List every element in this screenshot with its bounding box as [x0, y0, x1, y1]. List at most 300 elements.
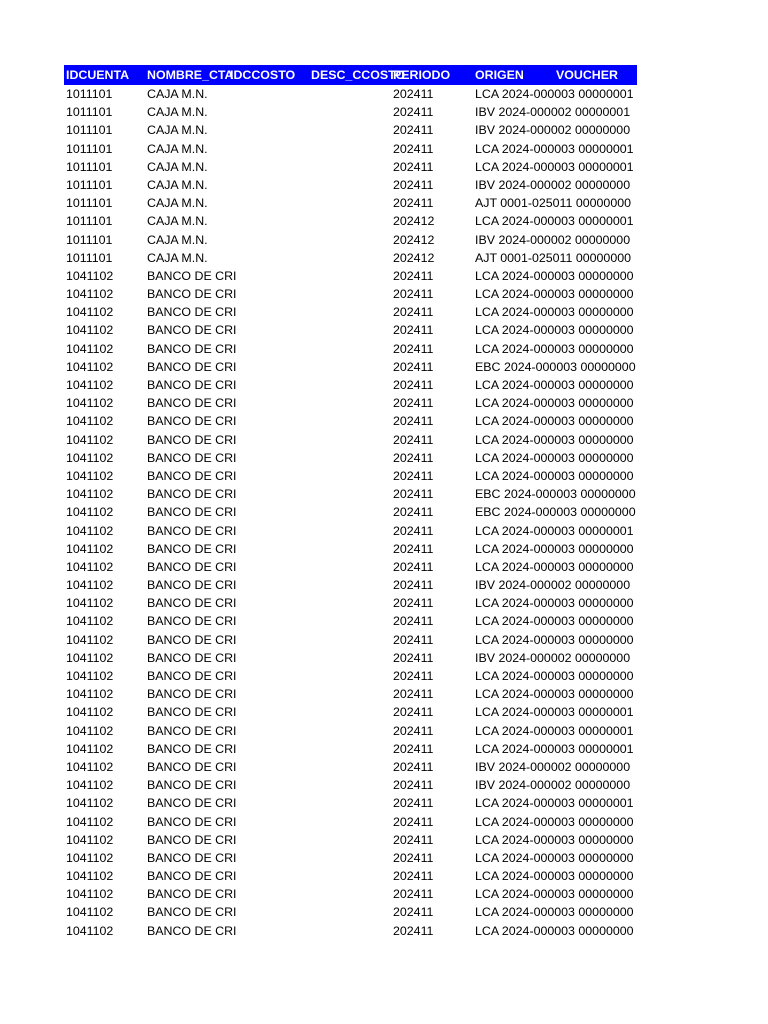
- cell-periodo[interactable]: 202411: [393, 723, 434, 738]
- cell-origen: AJT: [475, 250, 497, 265]
- cell-voucher-code: 002: [550, 778, 572, 793]
- cell-idcuenta[interactable]: 1041102: [66, 887, 114, 902]
- cell-nombre-cta[interactable]: BANCO DE CRI: [147, 632, 237, 647]
- cell-nombre-cta[interactable]: CAJA M.N.: [147, 159, 208, 174]
- cell-idcuenta[interactable]: 1041102: [66, 487, 114, 502]
- header-idccosto[interactable]: IDCCOSTO: [230, 68, 296, 82]
- cell-nombre-cta[interactable]: BANCO DE CRI: [147, 869, 237, 884]
- table-row[interactable]: [64, 340, 637, 358]
- cell-periodo[interactable]: 202411: [393, 87, 434, 101]
- cell-origen-ref: 2024-000: [498, 232, 551, 247]
- cell-idcuenta[interactable]: 1011101: [66, 105, 113, 120]
- cell-periodo[interactable]: 202412: [393, 232, 435, 247]
- cell-origen-voucher[interactable]: [475, 831, 637, 849]
- cell-idcuenta[interactable]: 1041102: [66, 814, 114, 829]
- cell-nombre-cta[interactable]: BANCO DE CRI: [147, 487, 237, 502]
- cell-idcuenta[interactable]: 1011101: [66, 196, 113, 211]
- cell-nombre-cta[interactable]: BANCO DE CRI: [147, 268, 237, 283]
- table-row[interactable]: [64, 121, 637, 139]
- cell-nombre-cta[interactable]: BANCO DE CRI: [147, 832, 237, 847]
- cell-voucher: 00000001: [578, 723, 634, 738]
- cell-origen-voucher[interactable]: [475, 340, 637, 358]
- cell-nombre-cta[interactable]: BANCO DE CRI: [147, 650, 237, 665]
- cell-origen-ref: 2024-000: [501, 741, 555, 756]
- cell-nombre-cta[interactable]: BANCO DE CRI: [147, 378, 237, 392]
- cell-idcuenta[interactable]: 1041102: [66, 268, 114, 283]
- cell-origen-ref: 2024-000: [501, 796, 555, 811]
- cell-nombre-cta[interactable]: CAJA M.N.: [147, 141, 208, 156]
- table-row[interactable]: [64, 558, 637, 576]
- cell-voucher-code: 003: [554, 432, 575, 447]
- cell-origen-voucher[interactable]: [475, 176, 637, 194]
- cell-periodo[interactable]: 202411: [393, 487, 434, 502]
- table-row[interactable]: [64, 285, 637, 303]
- cell-origen-voucher[interactable]: [475, 158, 637, 176]
- cell-periodo[interactable]: 202411: [393, 432, 434, 447]
- table-row[interactable]: [64, 103, 637, 121]
- cell-voucher-code: 003: [554, 287, 575, 302]
- cell-periodo[interactable]: 202411: [393, 450, 434, 465]
- cell-voucher-code: 003: [554, 141, 575, 156]
- cell-voucher-code: 002: [550, 759, 572, 774]
- cell-idcuenta[interactable]: 1011101: [66, 250, 113, 265]
- cell-voucher: 00000001: [574, 105, 631, 120]
- cell-nombre-cta[interactable]: BANCO DE CRI: [147, 578, 237, 593]
- cell-origen-ref: 2024-000: [501, 869, 555, 884]
- cell-origen-voucher[interactable]: [475, 249, 637, 267]
- cell-nombre-cta[interactable]: BANCO DE CRI: [147, 923, 237, 938]
- table-row[interactable]: [64, 303, 637, 321]
- header-nombre-cta[interactable]: NOMBRE_CTA: [147, 68, 234, 82]
- cell-origen-voucher[interactable]: [475, 722, 637, 740]
- cell-origen-ref: 2024-000: [498, 578, 551, 593]
- cell-periodo[interactable]: 202411: [393, 669, 434, 683]
- cell-voucher-code: 003: [554, 323, 575, 338]
- cell-periodo[interactable]: 202411: [393, 341, 434, 356]
- cell-origen: LCA: [475, 869, 499, 884]
- cell-idcuenta[interactable]: 1011101: [66, 232, 113, 247]
- cell-nombre-cta[interactable]: BANCO DE CRI: [147, 669, 237, 683]
- cell-voucher-code: 003: [554, 614, 575, 629]
- cell-nombre-cta[interactable]: BANCO DE CRI: [147, 741, 237, 756]
- cell-periodo[interactable]: 202411: [393, 796, 434, 811]
- cell-idcuenta[interactable]: 1041102: [66, 450, 114, 465]
- cell-origen-voucher[interactable]: [475, 394, 637, 412]
- table-row[interactable]: [64, 358, 637, 376]
- cell-periodo[interactable]: 202411: [393, 323, 434, 338]
- cell-origen-ref: 2024-000: [501, 432, 555, 447]
- cell-origen-voucher[interactable]: [475, 794, 637, 812]
- cell-idcuenta[interactable]: 1041102: [66, 723, 114, 738]
- cell-origen-voucher[interactable]: [475, 358, 637, 376]
- cell-periodo[interactable]: 202411: [393, 832, 434, 847]
- cell-idcuenta[interactable]: 1011101: [66, 87, 113, 101]
- table-row[interactable]: [64, 321, 637, 339]
- cell-voucher-code: 003: [554, 832, 575, 847]
- cell-nombre-cta[interactable]: BANCO DE CRI: [147, 450, 237, 465]
- table-row[interactable]: [64, 685, 637, 703]
- table-row[interactable]: [64, 922, 637, 940]
- cell-periodo[interactable]: 202411: [393, 541, 434, 556]
- table-row[interactable]: [64, 194, 637, 212]
- table-row[interactable]: [64, 376, 637, 394]
- cell-nombre-cta[interactable]: BANCO DE CRI: [147, 432, 237, 447]
- header-idcuenta[interactable]: IDCUENTA: [66, 68, 130, 82]
- table-row[interactable]: [64, 267, 637, 285]
- cell-origen-voucher[interactable]: [475, 576, 637, 594]
- cell-idcuenta[interactable]: 1041102: [66, 378, 114, 392]
- cell-voucher-code: 003: [554, 214, 575, 229]
- cell-origen-ref: 2024-000: [501, 887, 555, 902]
- cell-origen-voucher[interactable]: [475, 376, 637, 394]
- cell-periodo[interactable]: 202411: [393, 650, 434, 665]
- cell-periodo[interactable]: 202411: [393, 359, 434, 374]
- cell-periodo[interactable]: 202411: [393, 632, 434, 647]
- cell-origen: LCA: [475, 814, 499, 829]
- cell-nombre-cta[interactable]: BANCO DE CRI: [147, 414, 237, 429]
- cell-nombre-cta[interactable]: BANCO DE CRI: [147, 305, 237, 320]
- cell-periodo[interactable]: 202411: [393, 268, 434, 283]
- table-row[interactable]: [64, 449, 637, 467]
- cell-idcuenta[interactable]: 1011101: [66, 177, 113, 192]
- cell-nombre-cta[interactable]: BANCO DE CRI: [147, 596, 237, 611]
- cell-origen-voucher[interactable]: [475, 194, 637, 212]
- table-row[interactable]: [64, 176, 637, 194]
- cell-nombre-cta[interactable]: BANCO DE CRI: [147, 559, 237, 574]
- table-row[interactable]: [64, 212, 637, 230]
- cell-nombre-cta[interactable]: CAJA M.N.: [147, 250, 208, 265]
- cell-nombre-cta[interactable]: BANCO DE CRI: [147, 359, 237, 374]
- cell-periodo[interactable]: 202411: [393, 759, 434, 774]
- table-row[interactable]: [64, 703, 637, 721]
- cell-origen-voucher[interactable]: [475, 558, 637, 576]
- cell-origen-voucher[interactable]: [475, 485, 637, 503]
- cell-nombre-cta[interactable]: CAJA M.N.: [147, 232, 208, 247]
- cell-nombre-cta[interactable]: BANCO DE CRI: [147, 687, 237, 702]
- cell-idcuenta[interactable]: 1011101: [66, 159, 113, 174]
- cell-nombre-cta[interactable]: BANCO DE CRI: [147, 723, 237, 738]
- cell-nombre-cta[interactable]: BANCO DE CRI: [147, 759, 237, 774]
- cell-origen-voucher[interactable]: [475, 140, 637, 158]
- table-row[interactable]: [64, 722, 637, 740]
- cell-nombre-cta[interactable]: CAJA M.N.: [147, 214, 208, 229]
- table-row[interactable]: [64, 540, 637, 558]
- cell-idcuenta[interactable]: 1041102: [66, 323, 114, 338]
- cell-nombre-cta[interactable]: CAJA M.N.: [147, 177, 208, 192]
- header-desc-ccosto[interactable]: DESC_CCOSTO: [311, 68, 406, 82]
- cell-origen-voucher[interactable]: [475, 703, 637, 721]
- cell-idcuenta[interactable]: 1041102: [66, 796, 114, 811]
- cell-origen-voucher[interactable]: [475, 667, 637, 685]
- cell-periodo[interactable]: 202411: [393, 578, 434, 593]
- cell-origen-voucher[interactable]: [475, 449, 637, 467]
- cell-periodo[interactable]: 202411: [393, 905, 434, 920]
- cell-origen: LCA: [475, 141, 499, 156]
- cell-voucher: 00000000: [580, 359, 636, 374]
- cell-origen-ref: 2024-000: [498, 778, 551, 793]
- cell-idcuenta[interactable]: 1041102: [66, 923, 114, 938]
- cell-origen-voucher[interactable]: [475, 885, 637, 903]
- cell-idcuenta[interactable]: 1011101: [66, 141, 113, 156]
- cell-origen-voucher[interactable]: [475, 903, 637, 921]
- table-row[interactable]: [64, 594, 637, 612]
- cell-periodo[interactable]: 202411: [393, 869, 434, 884]
- cell-idcuenta[interactable]: 1041102: [66, 359, 114, 374]
- cell-idcuenta[interactable]: 1041102: [66, 850, 114, 865]
- table-row[interactable]: [64, 831, 637, 849]
- cell-voucher: 00000000: [578, 814, 634, 829]
- cell-origen: LCA: [475, 523, 499, 538]
- table-row[interactable]: [64, 503, 637, 521]
- header-row: [64, 65, 637, 85]
- table-row[interactable]: [64, 794, 637, 812]
- table-row[interactable]: [64, 849, 637, 867]
- cell-periodo[interactable]: 202411: [393, 887, 434, 902]
- cell-origen-voucher[interactable]: [475, 231, 637, 249]
- cell-origen: IBV: [475, 778, 495, 793]
- cell-idcuenta[interactable]: 1041102: [66, 832, 114, 847]
- cell-periodo[interactable]: 202411: [393, 141, 434, 156]
- cell-voucher: 00000000: [578, 596, 634, 611]
- cell-origen: EBC: [475, 359, 501, 374]
- table-row[interactable]: [64, 740, 637, 758]
- cell-periodo[interactable]: 202411: [393, 923, 434, 938]
- cell-periodo[interactable]: 202411: [393, 414, 434, 429]
- cell-idcuenta[interactable]: 1011101: [66, 214, 113, 229]
- table-row[interactable]: [64, 903, 637, 921]
- cell-origen-voucher[interactable]: [475, 467, 637, 485]
- cell-voucher: 00000000: [578, 268, 634, 283]
- cell-nombre-cta[interactable]: BANCO DE CRI: [147, 796, 237, 811]
- cell-nombre-cta[interactable]: BANCO DE CRI: [147, 468, 237, 483]
- cell-origen-voucher[interactable]: [475, 649, 637, 667]
- cell-idcuenta[interactable]: 1041102: [66, 905, 114, 920]
- cell-periodo[interactable]: 202411: [393, 305, 434, 320]
- cell-origen-voucher[interactable]: [475, 922, 637, 940]
- cell-periodo[interactable]: 202411: [393, 596, 434, 611]
- cell-periodo[interactable]: 202411: [393, 850, 434, 865]
- cell-idcuenta[interactable]: 1041102: [66, 614, 114, 629]
- cell-nombre-cta[interactable]: BANCO DE CRI: [147, 396, 237, 411]
- cell-periodo[interactable]: 202411: [393, 741, 434, 756]
- cell-nombre-cta[interactable]: BANCO DE CRI: [147, 814, 237, 829]
- cell-idcuenta[interactable]: 1041102: [66, 287, 114, 302]
- cell-periodo[interactable]: 202411: [393, 123, 434, 138]
- table-row[interactable]: [64, 522, 637, 540]
- cell-periodo[interactable]: 202411: [393, 505, 434, 520]
- table-row[interactable]: [64, 394, 637, 412]
- cell-voucher-code: 003: [554, 814, 575, 829]
- cell-origen-voucher[interactable]: [475, 267, 637, 285]
- cell-idcuenta[interactable]: 1041102: [66, 414, 114, 429]
- cell-origen-voucher[interactable]: [475, 813, 637, 831]
- cell-nombre-cta[interactable]: BANCO DE CRI: [147, 323, 237, 338]
- table-row[interactable]: [64, 576, 637, 594]
- cell-origen: LCA: [475, 396, 499, 411]
- cell-origen-voucher[interactable]: [475, 540, 637, 558]
- cell-periodo[interactable]: 202411: [393, 614, 434, 629]
- table-row[interactable]: [64, 649, 637, 667]
- cell-origen-voucher[interactable]: [475, 522, 637, 540]
- cell-idcuenta[interactable]: 1041102: [66, 468, 114, 483]
- cell-origen-voucher[interactable]: [475, 431, 637, 449]
- table-row[interactable]: [64, 485, 637, 503]
- cell-nombre-cta[interactable]: BANCO DE CRI: [147, 541, 237, 556]
- cell-voucher-code: 011: [552, 196, 573, 211]
- cell-periodo[interactable]: 202412: [393, 250, 435, 265]
- cell-nombre-cta[interactable]: BANCO DE CRI: [147, 905, 237, 920]
- cell-idcuenta[interactable]: 1041102: [66, 741, 114, 756]
- cell-voucher-code: 003: [554, 796, 575, 811]
- cell-origen: LCA: [475, 541, 499, 556]
- cell-idcuenta[interactable]: 1041102: [66, 432, 114, 447]
- cell-nombre-cta[interactable]: BANCO DE CRI: [147, 614, 237, 629]
- cell-periodo[interactable]: 202412: [393, 214, 435, 229]
- cell-nombre-cta[interactable]: CAJA M.N.: [147, 105, 208, 120]
- cell-idcuenta[interactable]: 1041102: [66, 759, 114, 774]
- cell-nombre-cta[interactable]: BANCO DE CRI: [147, 887, 237, 902]
- cell-origen-voucher[interactable]: [475, 612, 637, 630]
- cell-origen-voucher[interactable]: [475, 121, 637, 139]
- cell-periodo[interactable]: 202411: [393, 468, 434, 483]
- cell-origen: AJT: [475, 196, 497, 211]
- table-row[interactable]: [64, 612, 637, 630]
- table-row[interactable]: [64, 776, 637, 794]
- table-row[interactable]: [64, 158, 637, 176]
- cell-origen-voucher[interactable]: [475, 503, 637, 521]
- cell-idcuenta[interactable]: 1041102: [66, 578, 114, 593]
- cell-origen-voucher[interactable]: [475, 594, 637, 612]
- header-origen[interactable]: ORIGEN: [475, 68, 524, 82]
- table-row[interactable]: [64, 667, 637, 685]
- cell-periodo[interactable]: 202411: [393, 196, 434, 211]
- cell-origen: LCA: [475, 596, 499, 611]
- cell-idcuenta[interactable]: 1041102: [66, 341, 114, 356]
- cell-origen: LCA: [475, 687, 499, 702]
- table-row[interactable]: [64, 813, 637, 831]
- cell-nombre-cta[interactable]: BANCO DE CRI: [147, 287, 237, 302]
- cell-periodo[interactable]: 202411: [393, 778, 434, 793]
- cell-origen-voucher[interactable]: [475, 303, 637, 321]
- cell-origen-ref: 2024-000: [503, 505, 557, 520]
- cell-origen-ref: 2024-000: [501, 541, 555, 556]
- table-row[interactable]: [64, 758, 637, 776]
- cell-idcuenta[interactable]: 1041102: [66, 505, 114, 520]
- cell-periodo[interactable]: 202411: [393, 687, 434, 702]
- cell-origen: LCA: [475, 432, 499, 447]
- cell-periodo[interactable]: 202411: [393, 396, 434, 411]
- cell-voucher-code: 003: [554, 723, 575, 738]
- cell-voucher: 00000000: [574, 778, 631, 793]
- cell-voucher-code: 003: [556, 487, 577, 502]
- cell-origen-voucher[interactable]: [475, 740, 637, 758]
- cell-origen-voucher[interactable]: [475, 631, 637, 649]
- cell-periodo[interactable]: 202411: [393, 378, 434, 392]
- cell-origen-voucher[interactable]: [475, 849, 637, 867]
- cell-voucher: 00000001: [578, 214, 634, 229]
- cell-idcuenta[interactable]: 1041102: [66, 650, 114, 665]
- cell-idcuenta[interactable]: 1041102: [66, 669, 114, 683]
- header-periodo[interactable]: PERIODO: [393, 68, 451, 82]
- cell-idcuenta[interactable]: 1041102: [66, 705, 114, 720]
- cell-idcuenta[interactable]: 1041102: [66, 632, 114, 647]
- table-row[interactable]: [64, 412, 637, 430]
- cell-origen-voucher[interactable]: [475, 321, 637, 339]
- cell-voucher: 00000000: [578, 414, 634, 429]
- cell-origen-voucher[interactable]: [475, 103, 637, 121]
- cell-origen-voucher[interactable]: [475, 285, 637, 303]
- table-row[interactable]: [64, 631, 637, 649]
- cell-periodo[interactable]: 202411: [393, 814, 434, 829]
- cell-voucher: 00000000: [575, 250, 631, 265]
- cell-idcuenta[interactable]: 1041102: [66, 596, 114, 611]
- cell-origen: IBV: [475, 232, 495, 247]
- cell-voucher-code: 003: [554, 341, 575, 356]
- table-row[interactable]: [64, 431, 637, 449]
- cell-periodo[interactable]: 202411: [393, 105, 434, 120]
- cell-periodo[interactable]: 202411: [393, 559, 434, 574]
- cell-nombre-cta[interactable]: CAJA M.N.: [147, 196, 208, 211]
- cell-nombre-cta[interactable]: BANCO DE CRI: [147, 523, 237, 538]
- cell-idcuenta[interactable]: 1011101: [66, 123, 113, 138]
- cell-origen-voucher[interactable]: [475, 867, 637, 885]
- cell-origen-ref: 2024-000: [501, 669, 555, 683]
- cell-periodo[interactable]: 202411: [393, 523, 434, 538]
- cell-periodo[interactable]: 202411: [393, 287, 434, 302]
- cell-periodo[interactable]: 202411: [393, 177, 434, 192]
- cell-idcuenta[interactable]: 1041102: [66, 869, 114, 884]
- cell-origen-voucher[interactable]: [475, 758, 637, 776]
- cell-origen-voucher[interactable]: [475, 212, 637, 230]
- cell-nombre-cta[interactable]: BANCO DE CRI: [147, 341, 237, 356]
- cell-voucher: 00000000: [578, 541, 634, 556]
- cell-nombre-cta[interactable]: CAJA M.N.: [147, 87, 208, 101]
- table-row[interactable]: [64, 467, 637, 485]
- header-voucher[interactable]: VOUCHER: [556, 68, 618, 82]
- cell-periodo[interactable]: 202411: [393, 705, 434, 720]
- cell-periodo[interactable]: 202411: [393, 159, 434, 174]
- table-row[interactable]: [64, 867, 637, 885]
- cell-nombre-cta[interactable]: CAJA M.N.: [147, 123, 208, 138]
- cell-idcuenta[interactable]: 1041102: [66, 523, 114, 538]
- cell-idcuenta[interactable]: 1041102: [66, 559, 114, 574]
- cell-origen: LCA: [475, 632, 499, 647]
- cell-origen: LCA: [475, 378, 499, 392]
- table-row[interactable]: [64, 885, 637, 903]
- cell-nombre-cta[interactable]: BANCO DE CRI: [147, 505, 237, 520]
- cell-idcuenta[interactable]: 1041102: [66, 541, 114, 556]
- cell-nombre-cta[interactable]: BANCO DE CRI: [147, 850, 237, 865]
- cell-idcuenta[interactable]: 1041102: [66, 687, 114, 702]
- cell-voucher: 00000000: [578, 287, 634, 302]
- cell-origen-voucher[interactable]: [475, 412, 637, 430]
- table-row[interactable]: [64, 249, 637, 267]
- cell-idcuenta[interactable]: 1041102: [66, 305, 114, 320]
- cell-origen: LCA: [475, 614, 499, 629]
- table-row[interactable]: [64, 140, 637, 158]
- cell-nombre-cta[interactable]: BANCO DE CRI: [147, 705, 237, 720]
- cell-origen-voucher[interactable]: [475, 85, 637, 103]
- cell-origen: IBV: [475, 650, 495, 665]
- table-row[interactable]: [64, 85, 637, 103]
- table-row[interactable]: [64, 231, 637, 249]
- cell-origen-voucher[interactable]: [475, 776, 637, 794]
- cell-origen-voucher[interactable]: [475, 685, 637, 703]
- cell-idcuenta[interactable]: 1041102: [66, 396, 114, 411]
- cell-idcuenta[interactable]: 1041102: [66, 778, 114, 793]
- cell-nombre-cta[interactable]: BANCO DE CRI: [147, 778, 237, 793]
- cell-voucher: 00000000: [574, 123, 631, 138]
